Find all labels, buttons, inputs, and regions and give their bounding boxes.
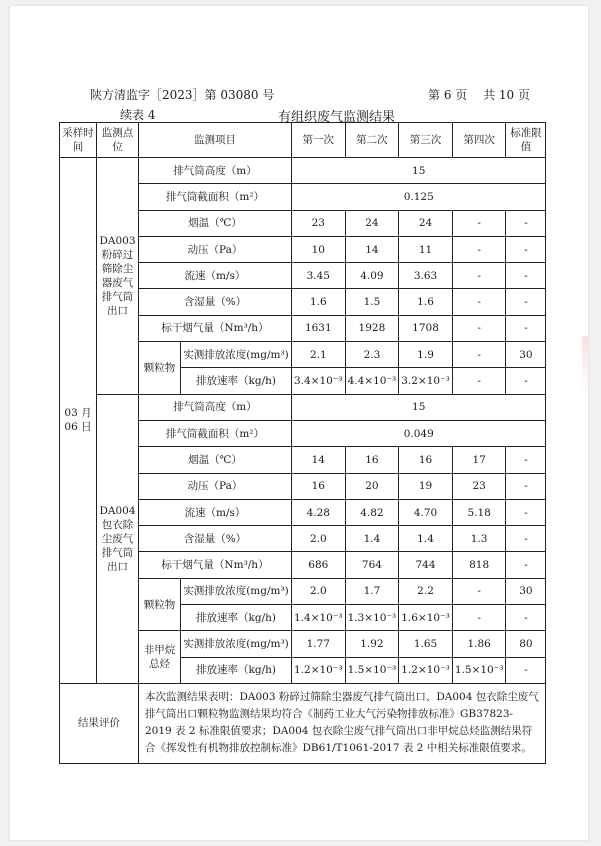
item-label: 排放速率（kg/h) <box>181 368 292 394</box>
value-cell: - <box>506 210 546 236</box>
value-cell: - <box>506 526 546 552</box>
value-cell: 4.28 <box>292 499 346 525</box>
value-cell: 1.2×10⁻³ <box>399 657 453 683</box>
value-cell: - <box>452 289 506 315</box>
item-label: 标干烟气量（Nm³/h） <box>139 315 292 341</box>
value-cell: 14 <box>292 447 346 473</box>
value-cell: 3.4×10⁻³ <box>292 368 346 394</box>
item-label: 烟温（℃） <box>139 210 292 236</box>
item-label: 排气筒高度（m） <box>139 394 292 420</box>
item-label: 实测排放浓度(mg/m³) <box>181 342 292 368</box>
value-cell: 1.6 <box>399 289 453 315</box>
value-cell: - <box>452 578 506 604</box>
item-label: 标干烟气量（Nm³/h） <box>139 552 292 578</box>
value-cell: - <box>506 315 546 341</box>
value-cell: 1.77 <box>292 631 346 657</box>
col-header-r3: 第三次 <box>399 123 453 158</box>
sampling-date: 03 月 06 日 <box>60 158 97 684</box>
table-row <box>60 394 546 420</box>
value-cell: 1.4 <box>399 526 453 552</box>
item-label: 排气筒截面积（m²） <box>139 420 292 446</box>
item-label: 实测排放浓度(mg/m³) <box>181 578 292 604</box>
value-cell: 1.92 <box>345 631 399 657</box>
col-header-r4: 第四次 <box>452 123 506 158</box>
table-row <box>60 158 546 184</box>
value-cell: 1631 <box>292 315 346 341</box>
col-header-time: 采样时间 <box>60 123 97 158</box>
col-header-limit: 标准限值 <box>506 123 546 158</box>
col-header-r1: 第一次 <box>292 123 346 158</box>
value-cell: 23 <box>292 210 346 236</box>
value-cell: 686 <box>292 552 346 578</box>
value-cell: 1928 <box>345 315 399 341</box>
value-cell: 818 <box>452 552 506 578</box>
value-cell: 1.5×10⁻³ <box>345 657 399 683</box>
value-cell: 14 <box>345 236 399 262</box>
value-cell: - <box>506 263 546 289</box>
col-header-point: 监测点位 <box>97 123 139 158</box>
value-cell: - <box>506 499 546 525</box>
conclusion-label: 结果评价 <box>60 683 139 763</box>
value-cell: - <box>452 236 506 262</box>
item-label: 流速（m/s） <box>139 263 292 289</box>
value-cell: 1.4×10⁻³ <box>292 605 346 631</box>
conclusion-row <box>60 683 546 763</box>
value-cell: 4.82 <box>345 499 399 525</box>
page-indicator: 第 6 页 共 10 页 <box>428 88 530 102</box>
conclusion-text: 本次监测结果表明：DA003 粉碎过筛除尘器废气排气筒出口、DA004 包衣除尘废气排气筒出口颗粒物监测结果均符合《制药工业大气污染物排放标准》GB37823-2019 表 2 标准限值要求；DA004 包衣除尘废气排气筒出口非甲烷总烃监测结果符合《挥发性有机物排放控制标准》DB61/T1061-2017 表 2 中相关标准限值要求。 <box>139 683 546 763</box>
value-cell: 4.70 <box>399 499 453 525</box>
value-cell: 1.3×10⁻³ <box>345 605 399 631</box>
merged-value: 0.125 <box>292 184 546 210</box>
value-cell: 1.7 <box>345 578 399 604</box>
value-cell: 1.6×10⁻³ <box>399 605 453 631</box>
monitoring-point: DA003 粉碎过筛除尘器废气排气筒出口 <box>97 158 139 395</box>
value-cell: - <box>452 315 506 341</box>
item-label: 烟温（℃） <box>139 447 292 473</box>
item-label: 含湿量（%） <box>139 289 292 315</box>
value-cell: 1.9 <box>399 342 453 368</box>
value-cell: 24 <box>345 210 399 236</box>
value-cell: - <box>506 236 546 262</box>
value-cell: 1.2×10⁻³ <box>292 657 346 683</box>
value-cell: 1.3 <box>452 526 506 552</box>
monitoring-point: DA004 包衣除尘废气排气筒出口 <box>97 394 139 683</box>
value-cell: 744 <box>399 552 453 578</box>
value-cell: 1.4 <box>345 526 399 552</box>
value-cell: - <box>452 210 506 236</box>
seal-stamp-edge <box>582 336 588 396</box>
value-cell: 3.63 <box>399 263 453 289</box>
value-cell: - <box>452 368 506 394</box>
document-number: 陕方清监字［2023］第 03080 号 <box>90 88 275 102</box>
value-cell: - <box>506 605 546 631</box>
value-cell: 1.86 <box>452 631 506 657</box>
merged-value: 0.049 <box>292 420 546 446</box>
value-cell: 20 <box>345 473 399 499</box>
value-cell: 1.6 <box>292 289 346 315</box>
col-header-item: 监测项目 <box>139 123 292 158</box>
value-cell: 1708 <box>399 315 453 341</box>
value-cell: 764 <box>345 552 399 578</box>
value-cell: 23 <box>452 473 506 499</box>
value-cell: 2.2 <box>399 578 453 604</box>
merged-value: 15 <box>292 394 546 420</box>
value-cell: - <box>506 473 546 499</box>
value-cell: 4.09 <box>345 263 399 289</box>
value-cell: - <box>506 657 546 683</box>
value-cell: 2.1 <box>292 342 346 368</box>
value-cell: 1.65 <box>399 631 453 657</box>
item-label: 实测排放浓度(mg/m³) <box>181 631 292 657</box>
value-cell: 10 <box>292 236 346 262</box>
value-cell: 16 <box>292 473 346 499</box>
item-label: 排放速率（kg/h) <box>181 657 292 683</box>
value-cell: 16 <box>399 447 453 473</box>
value-cell: 19 <box>399 473 453 499</box>
value-cell: - <box>506 289 546 315</box>
item-label: 含湿量（%） <box>139 526 292 552</box>
value-cell: 3.2×10⁻³ <box>399 368 453 394</box>
value-cell: 30 <box>506 578 546 604</box>
value-cell: 1.5×10⁻³ <box>452 657 506 683</box>
item-label: 排气筒截面积（m²） <box>139 184 292 210</box>
value-cell: - <box>452 342 506 368</box>
value-cell: 4.4×10⁻³ <box>345 368 399 394</box>
value-cell: 24 <box>399 210 453 236</box>
continued-label: 续表 4 <box>120 108 156 122</box>
pollutant-group: 非甲烷总烃 <box>139 631 181 684</box>
value-cell: 3.45 <box>292 263 346 289</box>
item-label: 流速（m/s） <box>139 499 292 525</box>
value-cell: 2.0 <box>292 526 346 552</box>
value-cell: 5.18 <box>452 499 506 525</box>
value-cell: 30 <box>506 342 546 368</box>
value-cell: - <box>506 552 546 578</box>
value-cell: 16 <box>345 447 399 473</box>
value-cell: 80 <box>506 631 546 657</box>
value-cell: - <box>452 263 506 289</box>
value-cell: - <box>452 605 506 631</box>
item-label: 排气筒高度（m） <box>139 158 292 184</box>
value-cell: 11 <box>399 236 453 262</box>
table-header-row <box>60 123 546 158</box>
table-title: 有组织废气监测结果 <box>278 110 396 125</box>
value-cell: 1.5 <box>345 289 399 315</box>
item-label: 动压（Pa） <box>139 236 292 262</box>
item-label: 动压（Pa） <box>139 473 292 499</box>
item-label: 排放速率（kg/h) <box>181 605 292 631</box>
pollutant-group: 颗粒物 <box>139 342 181 395</box>
value-cell: 2.0 <box>292 578 346 604</box>
pollutant-group: 颗粒物 <box>139 578 181 631</box>
value-cell: 2.3 <box>345 342 399 368</box>
col-header-r2: 第二次 <box>345 123 399 158</box>
value-cell: - <box>506 447 546 473</box>
value-cell: - <box>506 368 546 394</box>
value-cell: 17 <box>452 447 506 473</box>
monitoring-results-table <box>59 122 546 764</box>
merged-value: 15 <box>292 158 546 184</box>
